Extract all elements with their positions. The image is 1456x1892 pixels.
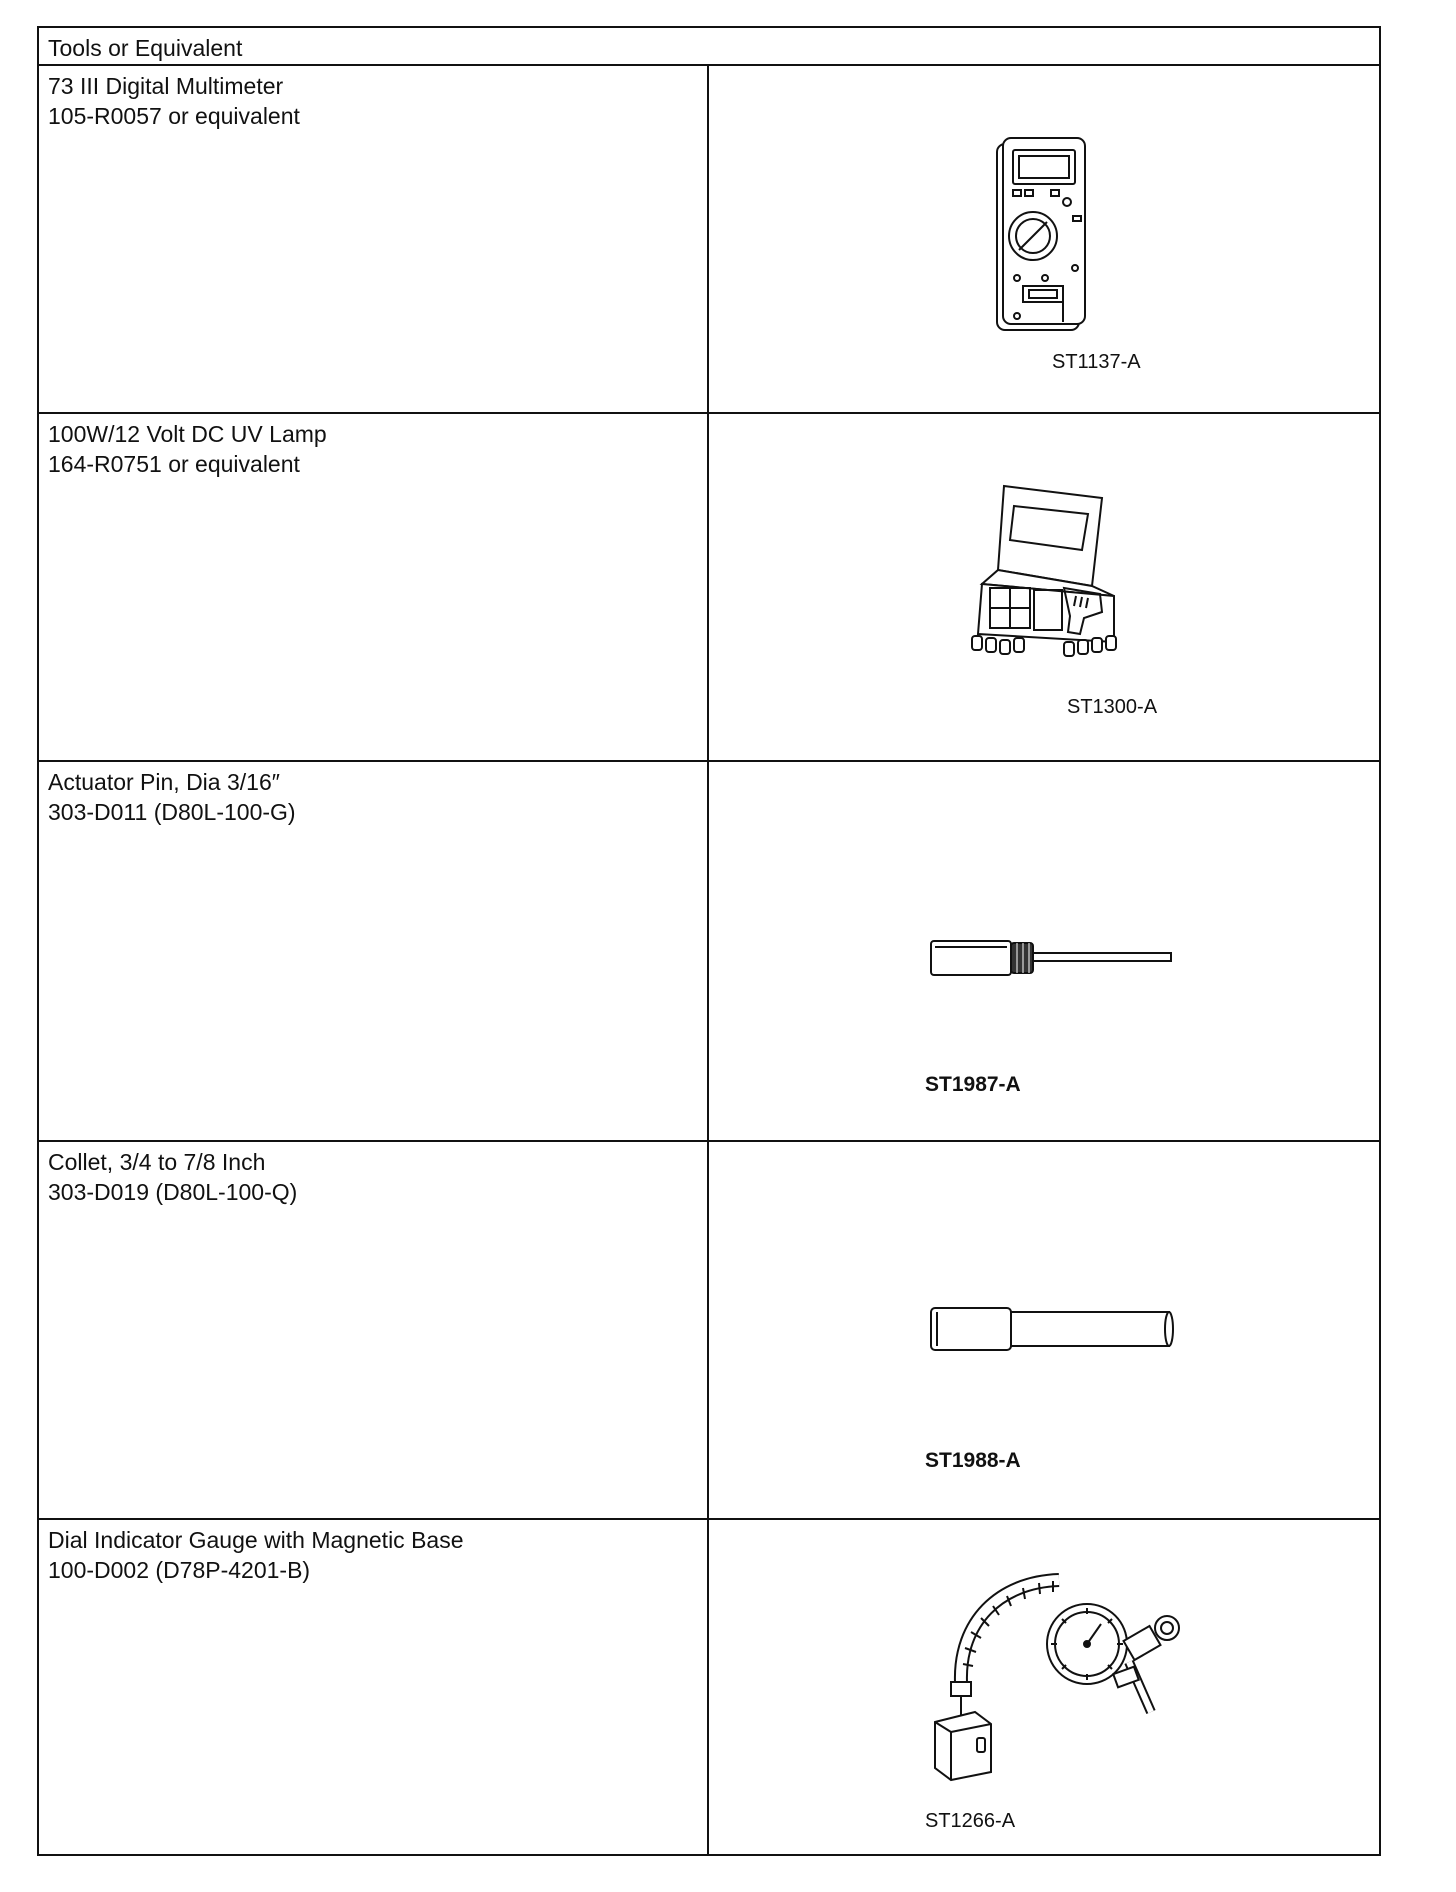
tool-description-cell — [39, 1520, 709, 1856]
tool-description-cell — [39, 414, 709, 760]
tool-part-number: 105-R0057 or equivalent — [48, 103, 300, 129]
actuator-pin-icon — [929, 937, 1174, 981]
tool-part-number: 303-D011 (D80L-100-G) — [48, 799, 296, 825]
tool-figure-cell — [709, 762, 1379, 1140]
tool-name: 100W/12 Volt DC UV Lamp — [48, 421, 327, 447]
tool-name: Actuator Pin, Dia 3/16″ — [48, 769, 280, 795]
figure-label: ST1988-A — [925, 1449, 1021, 1472]
tool-figure-cell — [709, 1520, 1379, 1856]
figure-label: ST1300-A — [1067, 696, 1158, 718]
tools-table — [37, 26, 1381, 1856]
table-row — [39, 66, 1379, 414]
tool-name: 73 III Digital Multimeter — [48, 73, 284, 99]
figure-label: ST1987-A — [925, 1073, 1021, 1096]
tool-part-number: 100-D002 (D78P-4201-B) — [48, 1557, 311, 1583]
collet-icon — [929, 1304, 1174, 1354]
table-row — [39, 414, 1379, 762]
multimeter-icon — [989, 138, 1099, 338]
tool-description-cell — [39, 1142, 709, 1518]
tool-name: Dial Indicator Gauge with Magnetic Base — [48, 1527, 464, 1553]
table-row — [39, 762, 1379, 1142]
tool-figure-cell — [709, 414, 1379, 760]
figure-label: ST1266-A — [925, 1810, 1016, 1832]
dial-indicator-icon — [929, 1572, 1189, 1782]
tool-part-number: 303-D019 (D80L-100-Q) — [48, 1179, 298, 1205]
table-row — [39, 1142, 1379, 1520]
tool-name: Collet, 3/4 to 7/8 Inch — [48, 1149, 266, 1175]
table-header — [39, 28, 1379, 66]
tool-part-number: 164-R0751 or equivalent — [48, 451, 300, 477]
tool-figure-cell — [709, 66, 1379, 412]
tool-description-cell — [39, 762, 709, 1140]
figure-label: ST1137-A — [1052, 351, 1141, 373]
uv-lamp-kit-icon — [964, 484, 1119, 684]
tool-figure-cell — [709, 1142, 1379, 1518]
tool-description-cell — [39, 66, 709, 412]
table-header-title: Tools or Equivalent — [48, 35, 243, 61]
table-row — [39, 1520, 1379, 1856]
